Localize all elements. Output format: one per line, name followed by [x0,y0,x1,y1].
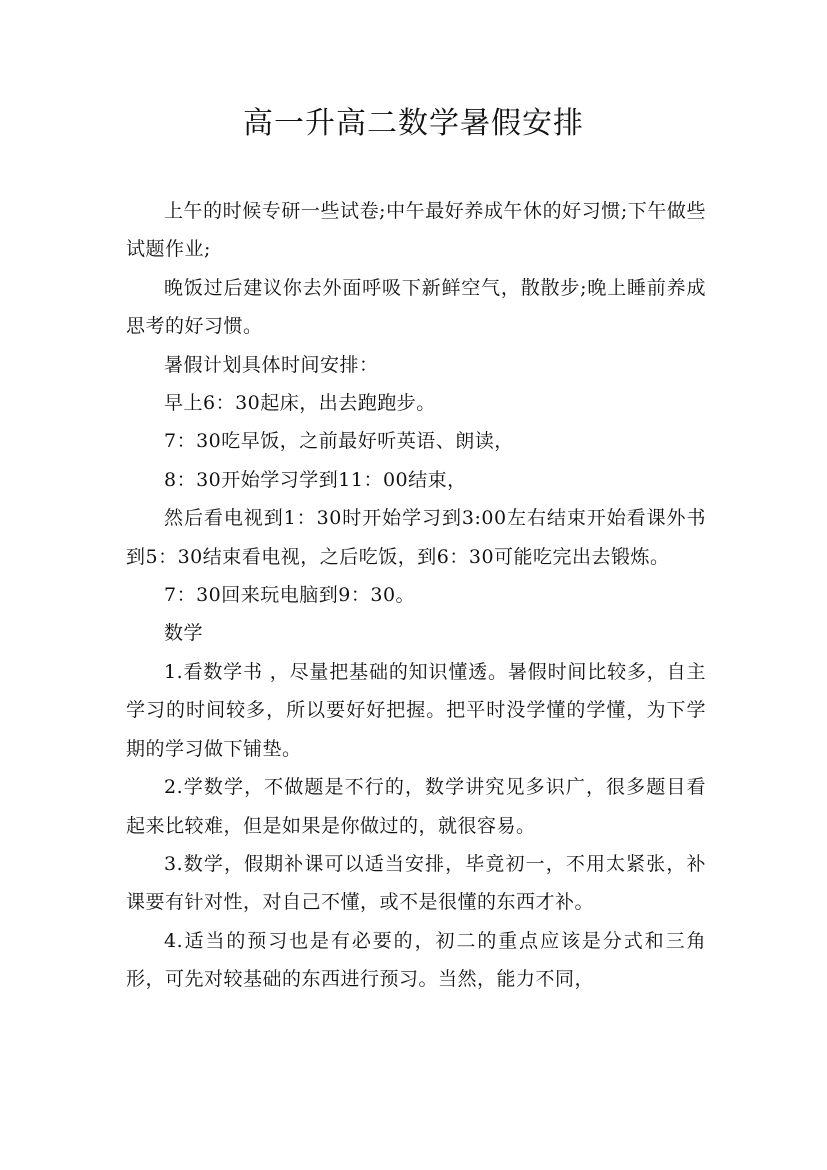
paragraph: 4.适当的预习也是有必要的，初二的重点应该是分式和三角形，可先对较基础的东西进行预习。当然，能力不同， [126,929,706,991]
document-body [126,192,706,999]
paragraph: 暑假计划具体时间安排： [164,353,379,376]
document-title: 高一升高二数学暑假安排 [243,106,584,141]
paragraph: 上午的时候专研一些试卷;中午最好养成午休的好习惯;下午做些试题作业; [126,200,706,261]
paragraph: 7：30回来玩电脑到9：30。 [164,584,416,607]
paragraph: 晚饭过后建议你去外面呼吸下新鲜空气，散散步;晚上睡前养成思考的好习惯。 [126,276,706,338]
paragraph: 早上6：30起床，出去跑跑步。 [164,392,436,415]
paragraph: 1.看数学书 ，尽量把基础的知识懂透。暑假时间比较多，自主学习的时间较多，所以要好好把握。把平时没学懂的学懂，为下学期的学习做下铺垫。 [126,660,706,760]
paragraph: 2.学数学，不做题是不行的，数学讲究见多识广，很多题目看起来比较难，但是如果是你做过的，就很容易。 [126,776,706,837]
section-heading: 数学 [164,622,204,645]
paragraph: 7：30吃早饭，之前最好听英语、朗读， [164,430,514,453]
paragraph: 8：30开始学习学到11：00结束， [164,468,467,491]
paragraph: 然后看电视到1：30时开始学习到3:00左右结束开始看课外书到5：30结束看电视，之后吃饭，到6：30可能吃完出去锻炼。 [126,507,706,568]
paragraph: 3.数学，假期补课可以适当安排，毕竟初一，不用太紧张，补课要有针对性，对自己不懂，或不是很懂的东西才补。 [126,852,706,914]
